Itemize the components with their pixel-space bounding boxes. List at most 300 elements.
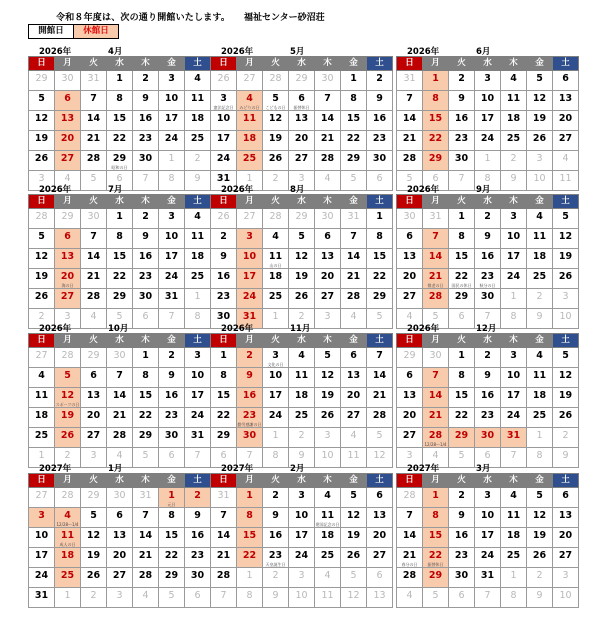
- month-year-label: 2026年: [39, 185, 72, 195]
- day-cell: [263, 408, 289, 428]
- day-number: 25: [268, 291, 283, 302]
- day-cell: [341, 348, 367, 368]
- day-number: 9: [376, 93, 383, 104]
- day-number: 4: [90, 311, 97, 322]
- day-cell: [211, 508, 237, 528]
- day-number: 3: [536, 153, 543, 164]
- weekday-header: 水: [107, 57, 133, 71]
- day-cell: [289, 249, 315, 269]
- weekday-header: 水: [475, 57, 501, 71]
- day-cell: [159, 348, 185, 368]
- month-year-label: 2026年: [221, 47, 254, 57]
- day-number: 2: [220, 231, 227, 242]
- month-title: [210, 44, 385, 56]
- outside-month-day-cell: [553, 289, 579, 309]
- day-number: 12: [34, 113, 49, 124]
- day-cell: [527, 488, 553, 508]
- day-number: 1: [350, 73, 357, 84]
- day-number: 9: [298, 450, 305, 461]
- day-number: 27: [294, 153, 309, 164]
- day-number: 1: [116, 211, 123, 222]
- day-number: 3: [298, 570, 305, 581]
- day-cell: [289, 289, 315, 309]
- outside-month-day-cell: [553, 568, 579, 588]
- day-number: 22: [346, 133, 361, 144]
- holiday-note: 成人の日: [59, 542, 76, 547]
- holiday-note: 建国記念の日: [315, 522, 340, 527]
- day-cell: [263, 528, 289, 548]
- day-cell: [159, 568, 185, 588]
- day-number: 12: [86, 530, 101, 541]
- day-number: 15: [216, 390, 231, 401]
- weekday-header: 日: [211, 57, 237, 71]
- day-cell: [475, 528, 501, 548]
- day-cell: [289, 111, 315, 131]
- day-number: 30: [216, 311, 231, 322]
- day-cell: [185, 209, 211, 229]
- weekday-header: 月: [423, 474, 449, 488]
- day-number: 28: [269, 73, 282, 84]
- day-number: 18: [190, 113, 205, 124]
- day-cell: [367, 209, 393, 229]
- day-number: 4: [350, 311, 357, 322]
- day-cell: [475, 249, 501, 269]
- weekday-header: 金: [527, 57, 553, 71]
- day-number: 26: [60, 430, 75, 441]
- week-row: [397, 388, 579, 408]
- day-number: 19: [60, 410, 75, 421]
- day-cell: [107, 209, 133, 229]
- day-number: 10: [480, 93, 495, 104]
- day-number: 5: [90, 173, 97, 184]
- day-cell: [527, 131, 553, 151]
- outside-month-day-cell: [527, 568, 553, 588]
- week-row: [211, 209, 393, 229]
- day-number: 9: [272, 590, 279, 601]
- day-number: 10: [506, 370, 521, 381]
- day-number: 11: [60, 530, 75, 541]
- day-cell: [159, 388, 185, 408]
- day-cell: [29, 428, 55, 448]
- day-number: 15: [454, 390, 469, 401]
- day-cell: [159, 408, 185, 428]
- outside-month-day-cell: [289, 588, 315, 608]
- day-number: 19: [558, 390, 573, 401]
- day-number: 8: [458, 370, 465, 381]
- closed-day-cell: [185, 488, 211, 508]
- day-number: 22: [428, 550, 443, 561]
- holiday-note: 振替休日: [427, 562, 444, 567]
- day-cell: [315, 289, 341, 309]
- closed-day-cell: [237, 368, 263, 388]
- day-number: 21: [86, 133, 101, 144]
- day-number: 4: [142, 590, 149, 601]
- day-cell: [475, 71, 501, 91]
- day-number: 20: [346, 390, 361, 401]
- holiday-note: 憲法記念日: [213, 105, 234, 110]
- month-label: 10月: [108, 324, 129, 334]
- day-number: 24: [190, 410, 205, 421]
- day-number: 4: [324, 490, 331, 501]
- month-table: [210, 473, 393, 608]
- day-cell: [527, 111, 553, 131]
- day-number: 12: [347, 590, 360, 601]
- day-number: 23: [454, 550, 469, 561]
- weekday-header: 金: [341, 334, 367, 348]
- day-number: 18: [294, 390, 309, 401]
- outside-month-day-cell: [211, 71, 237, 91]
- day-number: 21: [346, 271, 361, 282]
- day-number: 10: [268, 370, 283, 381]
- weekday-header: 金: [527, 195, 553, 209]
- day-cell: [527, 348, 553, 368]
- day-number: 28: [86, 291, 101, 302]
- day-number: 3: [246, 231, 253, 242]
- day-number: 1: [484, 153, 491, 164]
- day-number: 30: [164, 430, 179, 441]
- day-number: 26: [217, 73, 230, 84]
- day-cell: [367, 111, 393, 131]
- day-number: 25: [34, 430, 49, 441]
- day-cell: [211, 548, 237, 568]
- outside-month-day-cell: [397, 209, 423, 229]
- day-number: 2: [64, 450, 71, 461]
- day-cell: [501, 488, 527, 508]
- weekday-header: 土: [367, 195, 393, 209]
- day-number: 8: [536, 450, 543, 461]
- weekday-header: 日: [397, 195, 423, 209]
- holiday-note: 12/28～1/4: [56, 522, 79, 527]
- day-number: 30: [454, 153, 469, 164]
- day-number: 12: [34, 251, 49, 262]
- day-number: 28: [320, 153, 335, 164]
- day-number: 7: [432, 231, 439, 242]
- day-number: 30: [138, 291, 153, 302]
- day-cell: [263, 131, 289, 151]
- month-title: [210, 321, 385, 333]
- day-number: 13: [402, 251, 417, 262]
- day-cell: [553, 488, 579, 508]
- day-number: 29: [35, 73, 48, 84]
- day-number: 2: [536, 570, 543, 581]
- day-cell: [185, 348, 211, 368]
- closed-day-cell: [237, 428, 263, 448]
- outside-month-day-cell: [107, 348, 133, 368]
- closed-day-cell: [423, 229, 449, 249]
- day-cell: [107, 71, 133, 91]
- day-number: 7: [194, 450, 201, 461]
- day-cell: [341, 508, 367, 528]
- closed-day-cell: [237, 348, 263, 368]
- day-number: 29: [61, 211, 74, 222]
- day-number: 7: [510, 450, 517, 461]
- day-number: 6: [298, 93, 305, 104]
- day-number: 12: [320, 370, 335, 381]
- week-row: [29, 249, 211, 269]
- day-cell: [29, 588, 55, 608]
- day-number: 7: [376, 350, 383, 361]
- day-number: 30: [113, 350, 126, 361]
- day-cell: [341, 488, 367, 508]
- day-number: 21: [428, 410, 443, 421]
- day-number: 2: [510, 153, 517, 164]
- weekday-header: 水: [289, 334, 315, 348]
- weekday-header: 月: [237, 334, 263, 348]
- week-row: [211, 388, 393, 408]
- weekday-header: 水: [107, 474, 133, 488]
- day-number: 15: [428, 113, 443, 124]
- day-cell: [475, 131, 501, 151]
- day-cell: [397, 229, 423, 249]
- day-cell: [527, 548, 553, 568]
- day-cell: [449, 548, 475, 568]
- outside-month-day-cell: [315, 568, 341, 588]
- day-number: 23: [454, 133, 469, 144]
- day-cell: [289, 548, 315, 568]
- week-row: [397, 428, 579, 448]
- day-number: 10: [164, 93, 179, 104]
- day-number: 11: [506, 93, 521, 104]
- month-table: [396, 473, 579, 608]
- outside-month-day-cell: [527, 428, 553, 448]
- day-cell: [315, 408, 341, 428]
- day-cell: [501, 388, 527, 408]
- day-cell: [475, 209, 501, 229]
- day-cell: [107, 408, 133, 428]
- day-number: 2: [484, 350, 491, 361]
- weekday-header: 金: [159, 474, 185, 488]
- day-number: 2: [458, 73, 465, 84]
- day-number: 1: [220, 350, 227, 361]
- day-number: 5: [142, 450, 149, 461]
- day-cell: [475, 488, 501, 508]
- week-row: [397, 588, 579, 608]
- day-number: 14: [216, 530, 231, 541]
- week-row: [211, 428, 393, 448]
- day-number: 4: [298, 350, 305, 361]
- day-cell: [29, 548, 55, 568]
- day-number: 15: [112, 251, 127, 262]
- day-cell: [341, 269, 367, 289]
- day-cell: [263, 508, 289, 528]
- closed-day-cell: [55, 428, 81, 448]
- day-number: 20: [402, 271, 417, 282]
- outside-month-day-cell: [263, 588, 289, 608]
- day-number: 29: [295, 73, 308, 84]
- day-number: 23: [164, 410, 179, 421]
- day-cell: [397, 548, 423, 568]
- week-row: [397, 488, 579, 508]
- day-cell: [553, 91, 579, 111]
- closed-day-cell: [237, 388, 263, 408]
- day-cell: [475, 229, 501, 249]
- outside-month-day-cell: [475, 588, 501, 608]
- day-number: 31: [139, 490, 152, 501]
- day-number: 6: [458, 311, 465, 322]
- closed-day-cell: [237, 131, 263, 151]
- week-row: [29, 348, 211, 368]
- week-row: [29, 289, 211, 309]
- day-number: 19: [346, 530, 361, 541]
- closed-day-cell: [55, 568, 81, 588]
- day-cell: [289, 269, 315, 289]
- day-number: 1: [458, 211, 465, 222]
- day-number: 4: [246, 93, 253, 104]
- day-cell: [315, 269, 341, 289]
- day-number: 14: [138, 530, 153, 541]
- day-number: 19: [86, 550, 101, 561]
- day-cell: [211, 408, 237, 428]
- outside-month-day-cell: [159, 151, 185, 171]
- day-cell: [367, 91, 393, 111]
- day-number: 13: [60, 251, 75, 262]
- day-number: 1: [272, 430, 279, 441]
- closed-day-cell: [237, 289, 263, 309]
- day-cell: [159, 131, 185, 151]
- day-cell: [81, 111, 107, 131]
- day-number: 9: [510, 173, 517, 184]
- day-number: 9: [168, 370, 175, 381]
- day-number: 24: [480, 550, 495, 561]
- day-cell: [501, 368, 527, 388]
- week-row: [29, 151, 211, 171]
- weekday-header: 日: [211, 474, 237, 488]
- day-cell: [133, 249, 159, 269]
- week-row: [211, 131, 393, 151]
- day-number: 1: [38, 450, 45, 461]
- day-number: 20: [86, 410, 101, 421]
- day-number: 18: [532, 251, 547, 262]
- day-cell: [159, 229, 185, 249]
- day-cell: [449, 151, 475, 171]
- outside-month-day-cell: [341, 209, 367, 229]
- day-cell: [159, 289, 185, 309]
- weekday-header: 土: [185, 57, 211, 71]
- day-number: 19: [34, 271, 49, 282]
- day-number: 4: [510, 490, 517, 501]
- day-number: 5: [116, 311, 123, 322]
- day-cell: [315, 151, 341, 171]
- day-cell: [29, 111, 55, 131]
- day-cell: [107, 111, 133, 131]
- day-cell: [81, 269, 107, 289]
- day-number: 22: [242, 550, 257, 561]
- month-label: 12月: [476, 324, 497, 334]
- day-number: 7: [458, 173, 465, 184]
- day-number: 5: [406, 173, 413, 184]
- day-number: 19: [294, 271, 309, 282]
- day-number: 31: [190, 430, 205, 441]
- day-cell: [475, 269, 501, 289]
- day-number: 9: [484, 231, 491, 242]
- day-cell: [211, 568, 237, 588]
- day-cell: [211, 151, 237, 171]
- day-number: 7: [168, 311, 175, 322]
- day-number: 11: [321, 590, 334, 601]
- holiday-note: 敬老の日: [427, 283, 444, 288]
- weekday-header: 火: [81, 334, 107, 348]
- outside-month-day-cell: [289, 568, 315, 588]
- day-number: 5: [168, 590, 175, 601]
- day-cell: [211, 91, 237, 111]
- day-number: 27: [402, 291, 417, 302]
- day-number: 21: [402, 133, 417, 144]
- day-number: 3: [168, 211, 175, 222]
- day-number: 17: [480, 113, 495, 124]
- day-number: 3: [562, 570, 569, 581]
- month-year-label: 2027年: [39, 464, 72, 474]
- weekday-header: 金: [341, 474, 367, 488]
- week-row: [211, 91, 393, 111]
- closed-day-cell: [423, 131, 449, 151]
- day-number: 25: [190, 133, 205, 144]
- day-cell: [81, 91, 107, 111]
- day-number: 7: [484, 311, 491, 322]
- closed-day-cell: [423, 249, 449, 269]
- weekday-header: 日: [29, 195, 55, 209]
- day-cell: [475, 368, 501, 388]
- day-cell: [107, 368, 133, 388]
- outside-month-day-cell: [185, 151, 211, 171]
- day-number: 27: [86, 430, 101, 441]
- outside-month-day-cell: [263, 209, 289, 229]
- weekday-header: 日: [29, 57, 55, 71]
- outside-month-day-cell: [423, 588, 449, 608]
- day-number: 23: [372, 133, 387, 144]
- day-number: 24: [216, 153, 231, 164]
- day-cell: [527, 209, 553, 229]
- weekday-header: 金: [159, 195, 185, 209]
- closed-day-cell: [237, 151, 263, 171]
- closed-day-cell: [55, 111, 81, 131]
- outside-month-day-cell: [81, 588, 107, 608]
- day-number: 5: [536, 73, 543, 84]
- day-number: 20: [558, 113, 573, 124]
- day-cell: [185, 249, 211, 269]
- day-cell: [263, 488, 289, 508]
- day-cell: [263, 111, 289, 131]
- day-number: 17: [294, 530, 309, 541]
- day-cell: [159, 428, 185, 448]
- day-cell: [185, 111, 211, 131]
- weekday-header: 火: [449, 57, 475, 71]
- outside-month-day-cell: [263, 71, 289, 91]
- day-number: 17: [34, 550, 49, 561]
- holiday-note: こどもの日: [265, 105, 286, 110]
- weekday-header: 月: [237, 195, 263, 209]
- closed-day-cell: [423, 528, 449, 548]
- outside-month-day-cell: [211, 209, 237, 229]
- month-year-label: 2026年: [407, 324, 440, 334]
- day-cell: [185, 408, 211, 428]
- day-cell: [397, 111, 423, 131]
- day-number: 26: [86, 570, 101, 581]
- day-number: 16: [268, 530, 283, 541]
- day-number: 30: [138, 153, 153, 164]
- weekday-header: 月: [423, 334, 449, 348]
- day-number: 3: [510, 211, 517, 222]
- day-cell: [159, 269, 185, 289]
- day-number: 27: [243, 73, 256, 84]
- day-cell: [29, 568, 55, 588]
- month-calendar: [396, 44, 571, 191]
- day-number: 8: [142, 370, 149, 381]
- day-number: 28: [402, 570, 417, 581]
- day-number: 4: [510, 73, 517, 84]
- day-number: 5: [38, 231, 45, 242]
- day-cell: [133, 508, 159, 528]
- day-cell: [501, 131, 527, 151]
